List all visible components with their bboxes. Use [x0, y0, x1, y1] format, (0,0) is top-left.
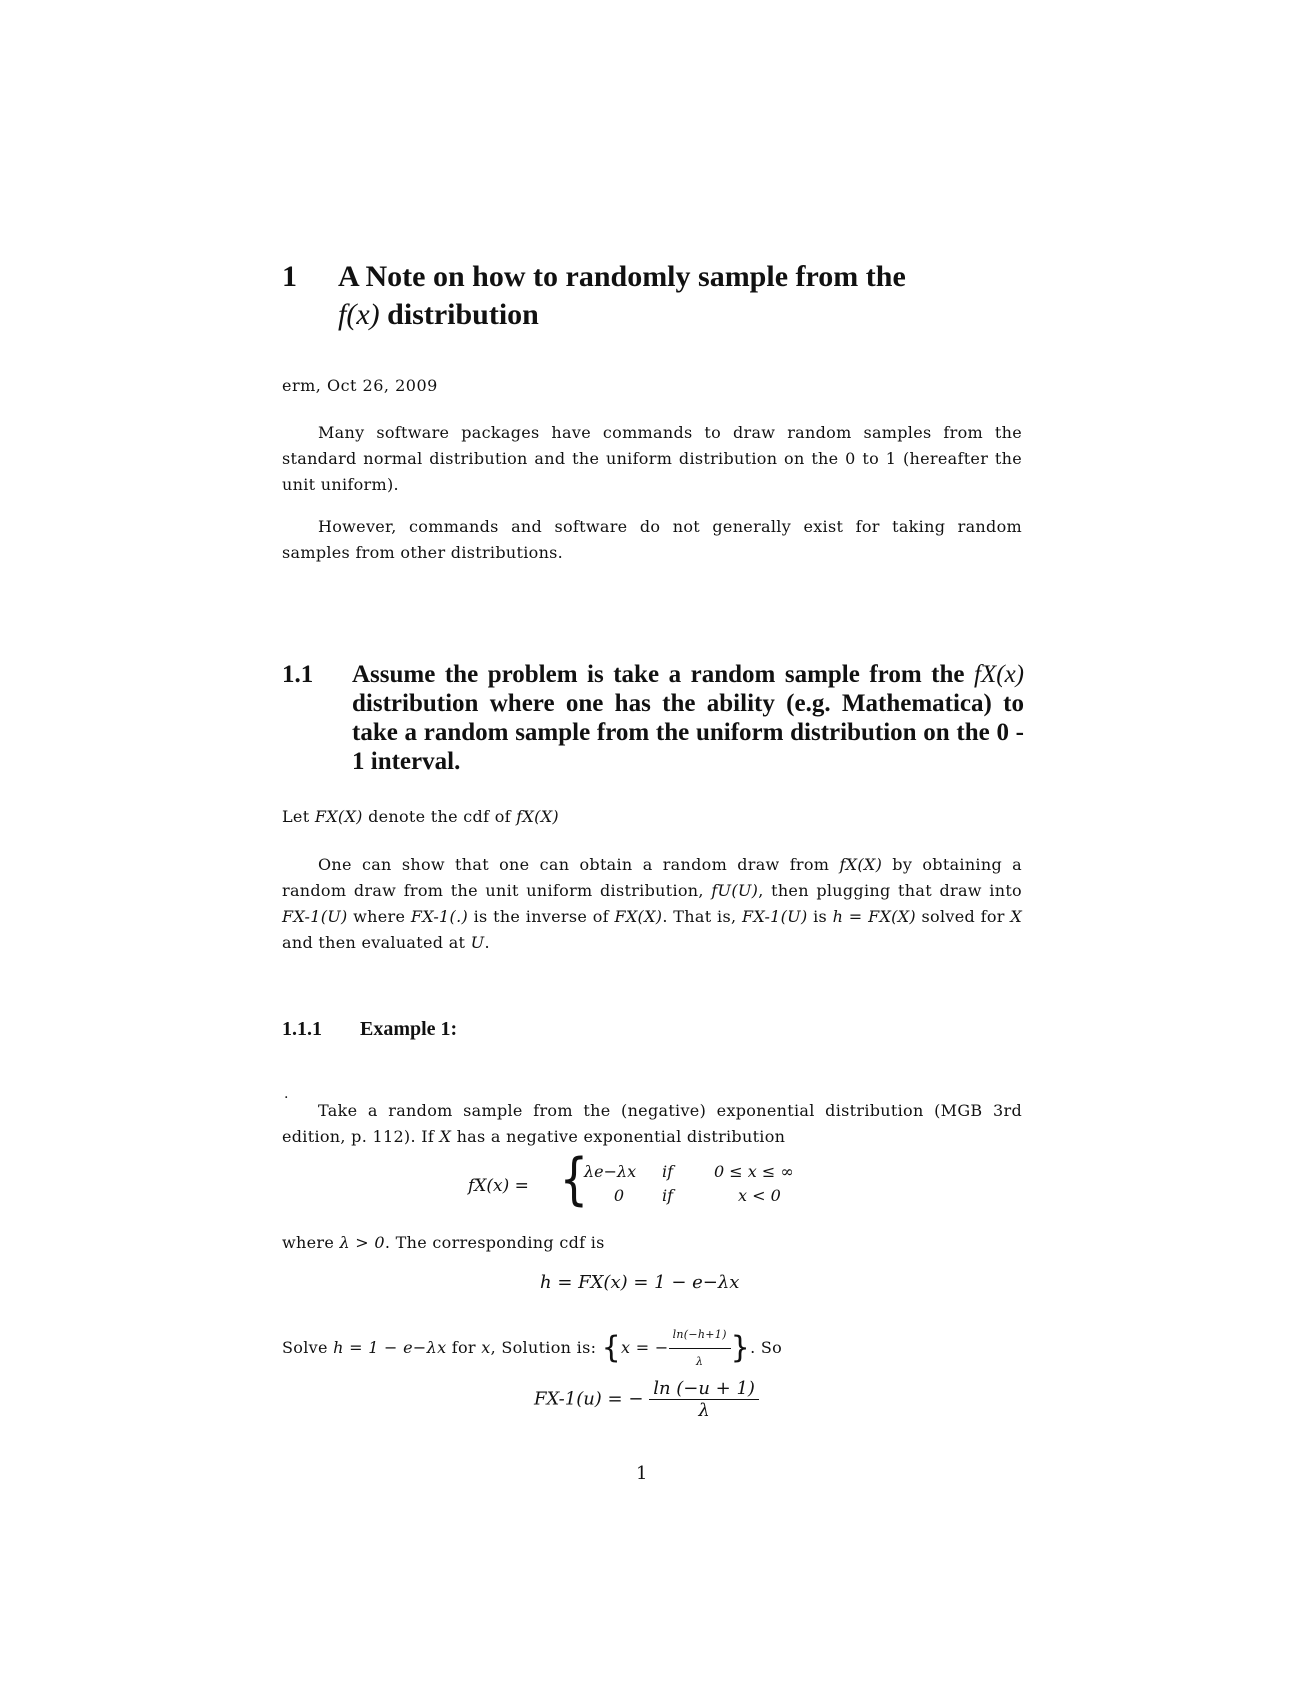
- pdf-equation: fX(x) = { λe−λx if 0 ≤ x ≤ ∞ 0 if x < 0: [468, 1147, 794, 1212]
- example-paragraph: Take a random sample from the (negative) exponential distribution (MGB 3rd edition, p. 112). If X has a negative exponential distribution: [282, 1101, 1022, 1146]
- section-number: 1.1: [282, 661, 314, 688]
- heading-math: fX(x): [974, 661, 1024, 688]
- section-number: 1: [282, 260, 297, 293]
- section-1-1-1-heading: 1.1.1 Example 1:: [282, 1018, 458, 1040]
- page-number: 1: [636, 1463, 648, 1484]
- where-line: where λ > 0. The corresponding cdf is: [282, 1233, 605, 1252]
- solve-line: Solve h = 1 − e−λx for x, Solution is: {x = − $\frac{\ln(-h+1)}{\lambda}$ }. So: [282, 1322, 1022, 1375]
- byline: erm, Oct 26, 2009: [282, 376, 438, 395]
- section-title-line2: distribution: [379, 298, 539, 331]
- let-line: Let FX(X) denote the cdf of fX(X): [282, 807, 559, 826]
- intro-paragraph-2: However, commands and software do not generally exist for taking random samples from other distributions.: [282, 517, 1022, 562]
- stray-dot: .: [284, 1086, 289, 1102]
- cdf-equation: h = FX(x) = 1 − e−λx: [540, 1272, 740, 1293]
- inverse-equation: FX-1(u) = − $\frac{\ln (-u + 1)}{\lambda}$: [534, 1378, 759, 1421]
- section-title-math: f(x): [338, 298, 380, 331]
- document-page: 1 A Note on how to randomly sample from the f(x) distribution erm, Oct 26, 2009 Many software packages have commands to draw random samples from the standard normal distribution and the uniform distribution on the 0 to 1 (hereafter the unit uniform). However, commands and software do not generally exist for taking random samples from other distributions. 1.1 Assume the problem is take a random sample from the fX(x) distribution where one has the ability (e.g. Mathematica) to take a random sample from the uniform distribution on the 0 - 1 interval. Let FX(X) denote the cdf of fX(X) One can show that one can obtain a random draw from fX(X) by obtaining a random draw from the unit uniform distribution, fU(U), then plugging that draw into FX-1(U) where FX-1(.) is the inverse of FX(X). That is, FX-1(U) is h = FX(X) solved for X and then evaluated at U. 1.1.1 Example 1: . Take a random sample from the (negative) exponential distribution (MGB 3rd edition, p. 112). If X has a negative exponential distribution fX(x) = { λe−λx if 0 ≤ x ≤ ∞ 0 if x < 0 where λ > 0. The corresponding cdf is h = FX(x) = 1 − e−λx Solve h = 1 − e−λx for x, Solution is: {x = − $\frac{\ln(-h+1)}{\lambda}$ }. So FX-1(u) = − $\frac{\ln (-u + 1)}{\lambda}$ 1: [282, 260, 1024, 1484]
- section-title-line1: A Note on how to randomly sample from the: [338, 260, 906, 293]
- method-paragraph: One can show that one can obtain a random draw from fX(X) by obtaining a random draw from the unit uniform distribution, fU(U), then plugging that draw into FX-1(U) where FX-1(.) is the inverse of FX(X). That is, FX-1(U) is h = FX(X) solved for X and then evaluated at U.: [282, 855, 1023, 952]
- intro-paragraph-1: Many software packages have commands to draw random samples from the standard normal distribution and the uniform distribution on the 0 to 1 (hereafter the unit uniform).: [282, 423, 1022, 494]
